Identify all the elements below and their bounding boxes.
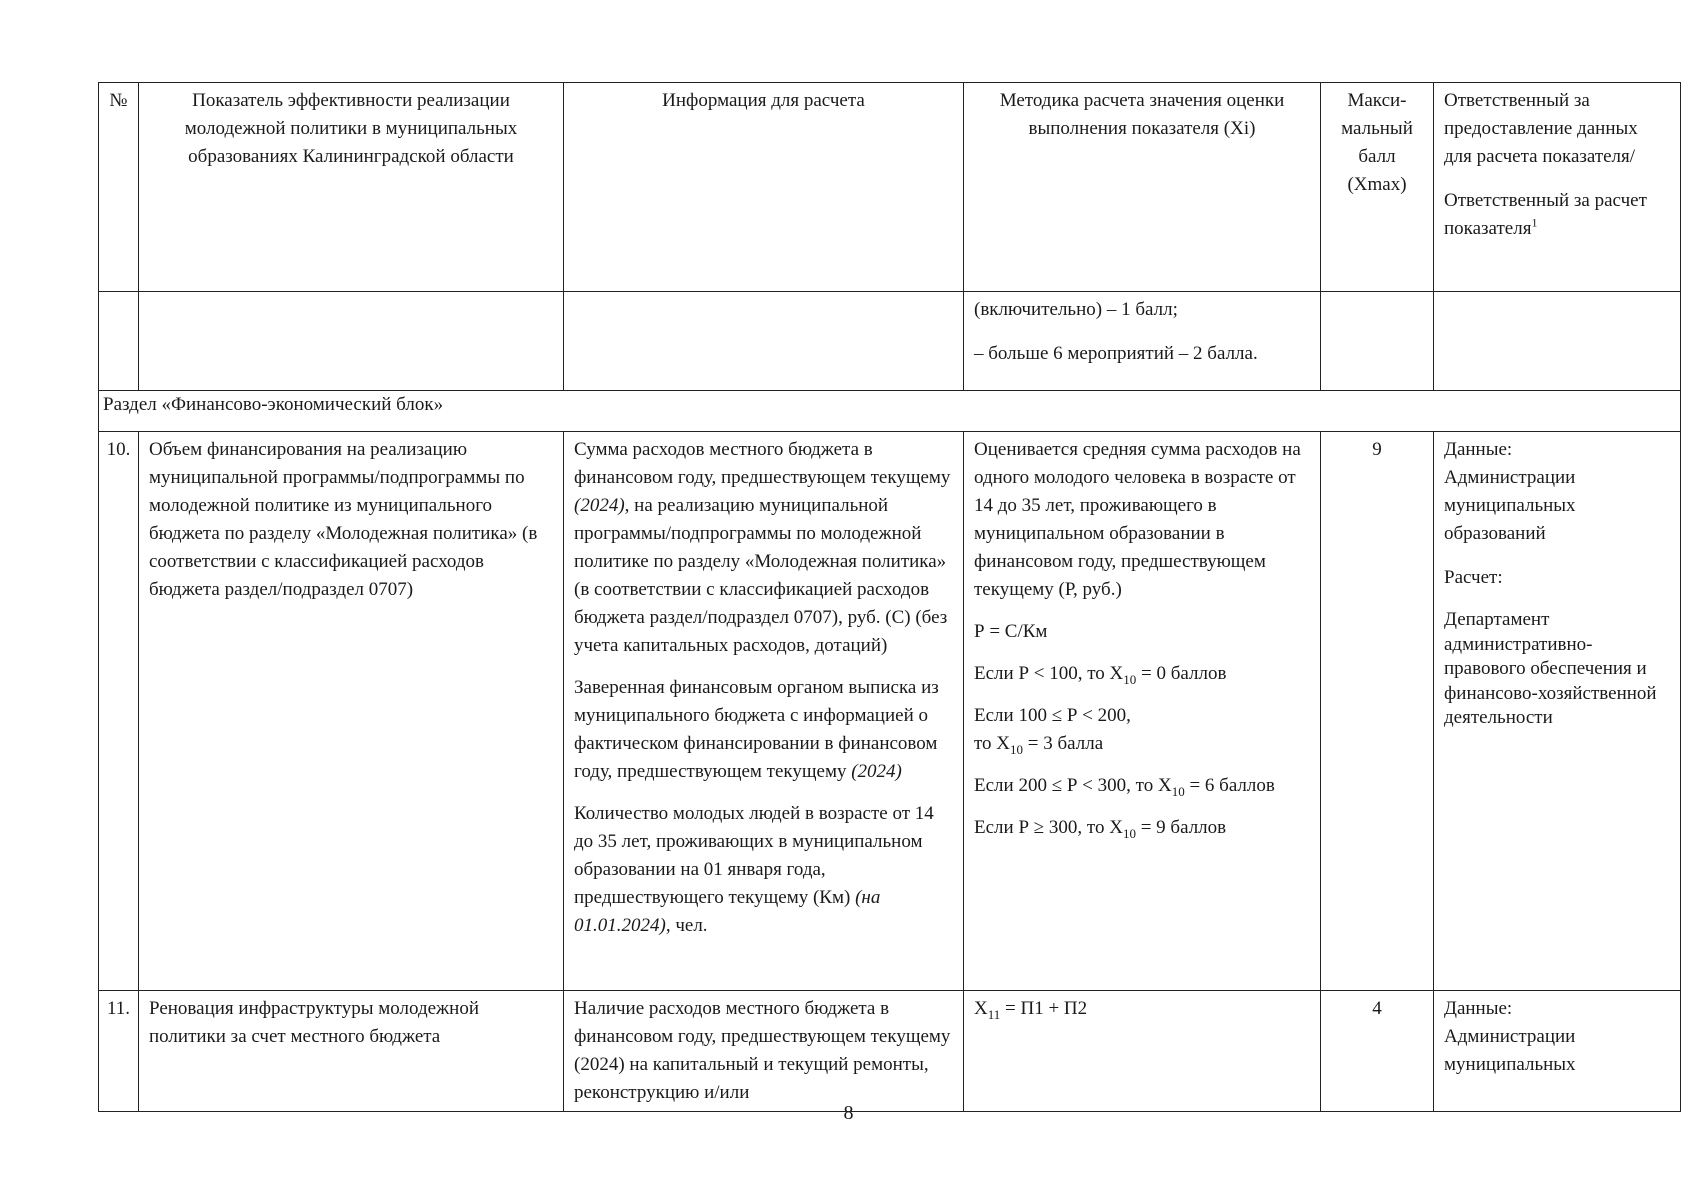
row10-resp-data: Администрации муниципальных образований: [1444, 467, 1576, 544]
row11-method-var: X: [974, 998, 988, 1019]
header-max-line: мальный: [1341, 118, 1413, 139]
row10-method-intro: Оценивается средняя сумма расходов на одного молодого человека в возрасте от 14 до 35 лет, проживающего в муниципальном образовании в финансовом году, предшествующем текущему (Р, руб.): [974, 439, 1301, 600]
row10-info-youth-count: [574, 800, 953, 940]
header-responsible-calc-text: Ответственный за расчет показателя: [1444, 190, 1647, 239]
header-max-line: Макси-: [1347, 90, 1407, 111]
page-number: 8: [843, 1102, 854, 1124]
row10-info-youth-date: (на 01.01.2024): [574, 887, 881, 936]
header-method: Методика расчета значения оценки выполнения показателя (Xi): [964, 83, 1321, 292]
row10-info-sum: [574, 436, 953, 660]
row11-resp-data-label: Данные:: [1444, 998, 1513, 1019]
continuation-row: [99, 292, 1681, 391]
row10-info-youth-b: , чел.: [665, 915, 708, 936]
cont-method-line: (включительно) – 1 балл;: [974, 299, 1178, 320]
row10-method-formula: Р = С/Км: [974, 621, 1048, 642]
row10-method-rule: [974, 660, 1310, 688]
rule-condition: Если 100 ≤ Р < 200,: [974, 705, 1131, 726]
row11-info: Наличие расходов местного бюджета в финансовом году, предшествующем текущему (2024) на капитальный и текущий ремонты, реконструкцию и/или: [564, 991, 964, 1112]
row11-indicator: Реновация инфраструктуры молодежной политики за счет местного бюджета: [139, 991, 564, 1112]
header-responsible-calc: [1444, 187, 1670, 243]
cont-method-line: – больше 6 мероприятий – 2 балла.: [974, 343, 1258, 364]
header-responsible-data: Ответственный за предоставление данных для расчета показателя/: [1444, 90, 1638, 167]
rule-condition: Если 200 ≤ Р < 300, то X: [974, 775, 1172, 796]
header-max-score: [1321, 83, 1434, 292]
row11-max: 4: [1321, 991, 1434, 1112]
cont-indicator-cell: [139, 292, 564, 391]
row10-method-rule: [974, 772, 1310, 800]
header-num: №: [99, 83, 139, 292]
row10-resp-calc: Департамент административно-правового обеспечения и финансово-хозяйственной деятельности: [1444, 609, 1657, 728]
row10-num: 10.: [99, 432, 139, 991]
row10-info-statement: [574, 674, 953, 786]
rule-result: = 9 баллов: [1135, 817, 1227, 838]
row11-num: 11.: [99, 991, 139, 1112]
section-title: Раздел «Финансово-экономический блок»: [99, 391, 1681, 432]
row11-method-expr: = П1 + П2: [1000, 998, 1088, 1019]
row11-resp-data: Администрации муниципальных: [1444, 1026, 1576, 1075]
indicator-table: [98, 82, 1681, 1112]
row10-info-sum-year: (2024): [574, 495, 625, 516]
rule-subscript: 10: [1010, 741, 1024, 757]
row10-info-sum-b: , на реализацию муниципальной программы/подпрограммы по молодежной политике по разделу «Молодежная политика» (в соответствии с классификацией расходов бюджета раздел/подраздел 0707), руб. (С) (без учета капитальных расходов, дотаций): [574, 495, 948, 656]
cont-resp-cell: [1434, 292, 1681, 391]
table-row: [99, 991, 1681, 1112]
header-max-line: балл: [1358, 146, 1396, 167]
table-header-row: [99, 83, 1681, 292]
row10-info-sum-a: Сумма расходов местного бюджета в финансовом году, предшествующем текущему: [574, 439, 951, 488]
row10-method-rule: [974, 702, 1310, 758]
row10-indicator: Объем финансирования на реализацию муниципальной программы/подпрограммы по молодежной политике из муниципального бюджета по разделу «Молодежная политика» (в соответствии с классификацией расходов бюджета раздел/подраздел 0707): [139, 432, 564, 991]
table-row: [99, 432, 1681, 991]
row10-resp-data-label: Данные:: [1444, 439, 1513, 460]
cont-num-cell: [99, 292, 139, 391]
row11-method: [964, 991, 1321, 1112]
header-indicator: Показатель эффективности реализации молодежной политики в муниципальных образованиях Калининградской области: [139, 83, 564, 292]
rule-condition: Если Р ≥ 300, то X: [974, 817, 1123, 838]
cont-info-cell: [564, 292, 964, 391]
row10-responsible: [1434, 432, 1681, 991]
header-info: Информация для расчета: [564, 83, 964, 292]
cont-method-cell: [964, 292, 1321, 391]
row11-method-subscript: 11: [987, 1006, 1001, 1022]
header-responsible: [1434, 83, 1681, 292]
header-max-line: (Xmax): [1347, 174, 1407, 195]
cont-max-cell: [1321, 292, 1434, 391]
row10-max: 9: [1321, 432, 1434, 991]
row10-info: [564, 432, 964, 991]
rule-condition-cont: то X: [974, 733, 1011, 754]
footnote-mark: 1: [1531, 215, 1538, 230]
row10-method-rule: [974, 814, 1310, 842]
row10-method: [964, 432, 1321, 991]
section-row: [99, 391, 1681, 432]
rule-subscript: 10: [1171, 783, 1185, 799]
rule-subscript: 10: [1123, 671, 1137, 687]
rule-subscript: 10: [1122, 825, 1136, 841]
row11-responsible: [1434, 991, 1681, 1112]
rule-result: = 6 баллов: [1184, 775, 1275, 796]
row10-info-youth-a: Количество молодых людей в возрасте от 14 до 35 лет, проживающих в муниципальном образовании на 01 января года, предшествующего текущему (Км): [574, 803, 934, 908]
row10-info-statement-a: Заверенная финансовым органом выписка из муниципального бюджета с информацией о фактическом финансировании в финансовом году, предшествующем текущему: [574, 677, 939, 782]
row10-info-statement-year: (2024): [851, 761, 902, 782]
rule-result: = 0 баллов: [1136, 663, 1227, 684]
row10-resp-calc-label: Расчет:: [1444, 567, 1503, 588]
rule-result: = 3 балла: [1023, 733, 1104, 754]
rule-condition: Если Р < 100, то X: [974, 663, 1124, 684]
